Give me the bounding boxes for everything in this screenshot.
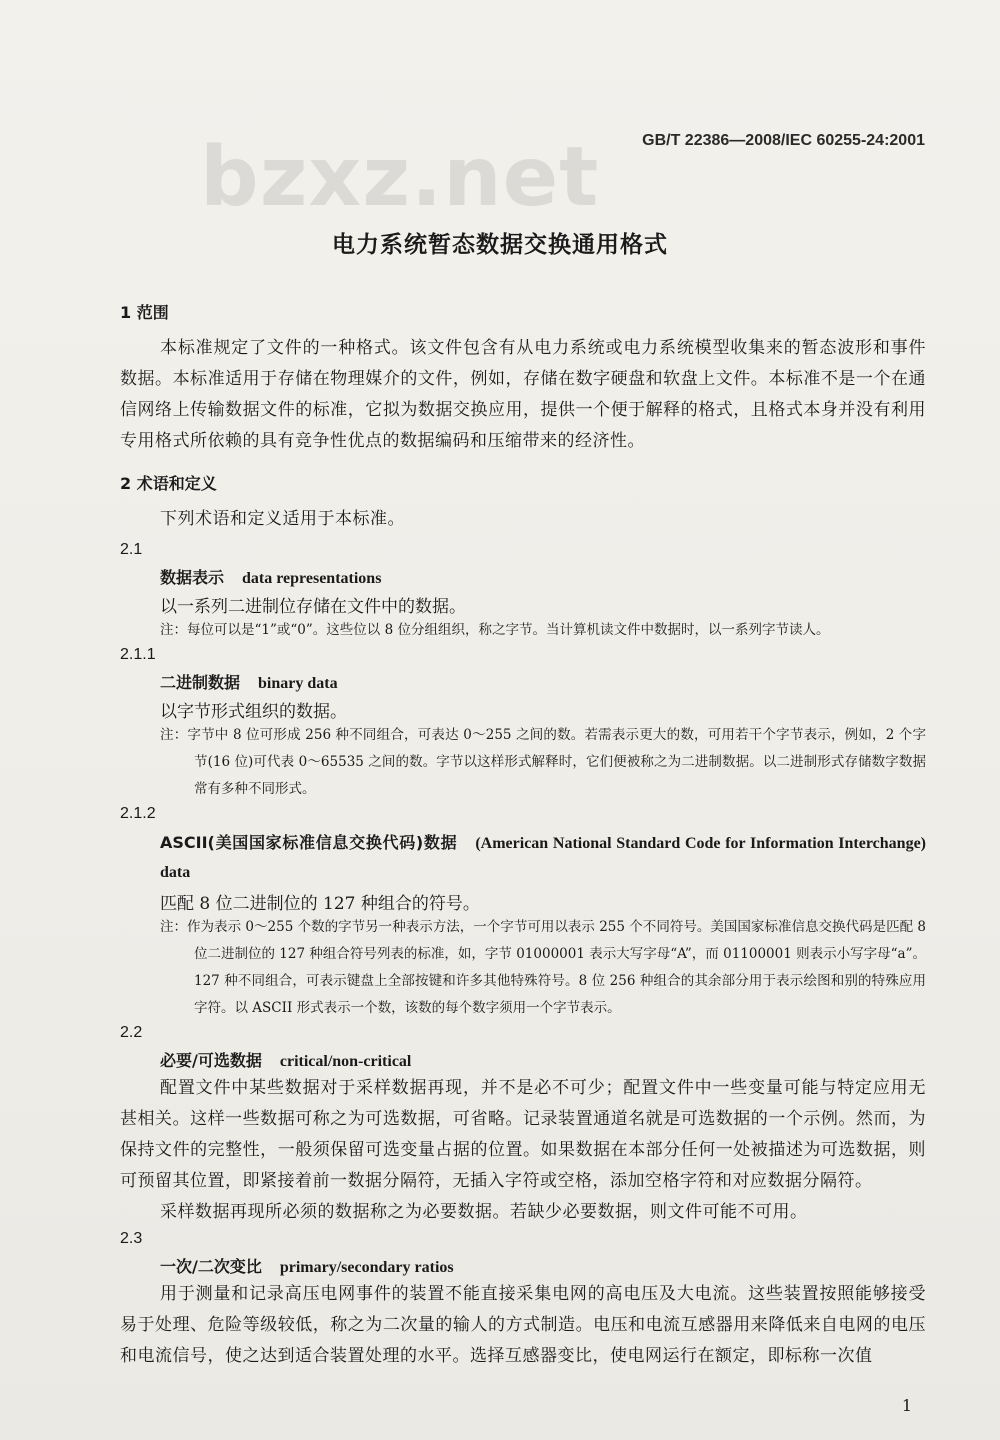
note-2-1: 注：每位可以是“1”或“0”。这些位以 8 位分组组织，称之字节。当计算机读文件中数据时，以一系列字节读人。 xyxy=(160,622,830,638)
clause-number-2-1-1: 2.1.1 xyxy=(120,646,156,663)
section-heading-2: 2 术语和定义 xyxy=(120,474,217,493)
clause-number-2-2: 2.2 xyxy=(120,1024,143,1041)
note-2-1-1: 注：字节中 8 位可形成 256 种不同组合，可表达 0～255 之间的数。若需表示更大的数，可用若干个字节表示，例如，2 个字节(16 位)可代表 0～65535 之间的数。字节以这样形式解释时，它们便被称之为二进制数据。以二进制形式存储数字数据常有多种不同形式。 xyxy=(160,727,926,797)
note-2-1-2: 注：作为表示 0～255 个数的字节另一种表示方法，一个字节可用以表示 255 个不同符号。美国国家标准信息交换代码是匹配 8 位二进制位的 127 种组合符号列表的标准，如，字节 01000001 表示大写字母“A”，而 01100001 则表示小写字母“a”。127 种不同组合，可表示键盘上全部按键和许多其他特殊符号。8 位 256 种组合的其余部分用于表示绘图和别的特殊应用字符。以 ASCII 形式表示一个数，该数的每个数字须用一个字节表示。 xyxy=(160,919,926,1016)
term-2-2 xyxy=(120,1048,926,1071)
watermark: bzxz.net xyxy=(200,130,600,225)
clause-number-2-1: 2.1 xyxy=(120,541,143,558)
term-2-1 xyxy=(120,565,926,588)
section-2-2-paragraph-2: 采样数据再现所必须的数据称之为必要数据。若缺少必要数据，则文件可能不可用。 xyxy=(160,1202,808,1222)
page-number: 1 xyxy=(901,1396,912,1415)
standard-number: GB/T 22386—2008/IEC 60255-24:2001 xyxy=(642,132,925,149)
term-2-1-2-zh: ASCII(美国国家标准信息交换代码)数据 xyxy=(160,833,458,852)
definition-2-1-2: 匹配 8 位二进制位的 127 种组合的符号。 xyxy=(160,894,480,914)
section-heading-1: 1 范围 xyxy=(120,303,169,322)
clause-number-2-1-2: 2.1.2 xyxy=(120,805,156,822)
section-2-intro: 下列术语和定义适用于本标准。 xyxy=(160,509,405,529)
document-title: 电力系统暂态数据交换通用格式 xyxy=(332,232,668,258)
term-2-1-en: data representations xyxy=(242,570,382,587)
definition-2-1-1: 以字节形式组织的数据。 xyxy=(160,702,347,722)
term-2-1-2 xyxy=(120,829,926,887)
term-2-1-1-en: binary data xyxy=(258,675,338,692)
section-2-3-paragraph: 用于测量和记录高压电网事件的装置不能直接采集电网的高电压及大电流。这些装置按照能够接受易于处理、危险等级较低，称之为二次量的输人的方式制造。电压和电流互感器用来降低来自电网的电压和电流信号，使之达到适合装置处理的水平。选择互感器变比，使电网运行在额定，即标称一次值 xyxy=(120,1284,926,1366)
definition-2-1: 以一系列二进制位存储在文件中的数据。 xyxy=(160,597,466,617)
term-2-1-1-zh: 二进制数据 xyxy=(160,673,241,692)
clause-number-2-3: 2.3 xyxy=(120,1230,143,1247)
term-2-1-1 xyxy=(120,670,926,693)
term-2-2-en: critical/non-critical xyxy=(279,1053,412,1070)
term-2-2-zh: 必要/可选数据 xyxy=(160,1051,262,1070)
section-2-2-paragraph-1: 配置文件中某些数据对于采样数据再现，并不是必不可少；配置文件中一些变量可能与特定应用无甚相关。这样一些数据可称之为可选数据，可省略。记录装置通道名就是可选数据的一个示例。然而，为保持文件的完整性，一般须保留可选变量占据的位置。如果数据在本部分任何一处被描述为可选数据，则可预留其位置，即紧接着前一数据分隔符，无插入字符或空格，添加空格字符和对应数据分隔符。 xyxy=(120,1078,926,1191)
term-2-1-2-en: (American National Standard Code for Information Interchange) data xyxy=(160,835,927,881)
document-body xyxy=(120,300,926,1372)
term-2-3-en: primary/secondary ratios xyxy=(279,1259,454,1276)
term-2-3 xyxy=(120,1254,926,1277)
section-1-paragraph: 本标准规定了文件的一种格式。该文件包含有从电力系统或电力系统模型收集来的暂态波形和事件数据。本标准适用于存储在物理媒介的文件，例如，存储在数字硬盘和软盘上文件。本标准不是一个在通信网络上传输数据文件的标准，它拟为数据交换应用，提供一个便于解释的格式，且格式本身并没有利用专用格式所依赖的具有竞争性优点的数据编码和压缩带来的经济性。 xyxy=(120,338,926,451)
term-2-1-zh: 数据表示 xyxy=(160,568,225,587)
term-2-3-zh: 一次/二次变比 xyxy=(160,1257,262,1276)
